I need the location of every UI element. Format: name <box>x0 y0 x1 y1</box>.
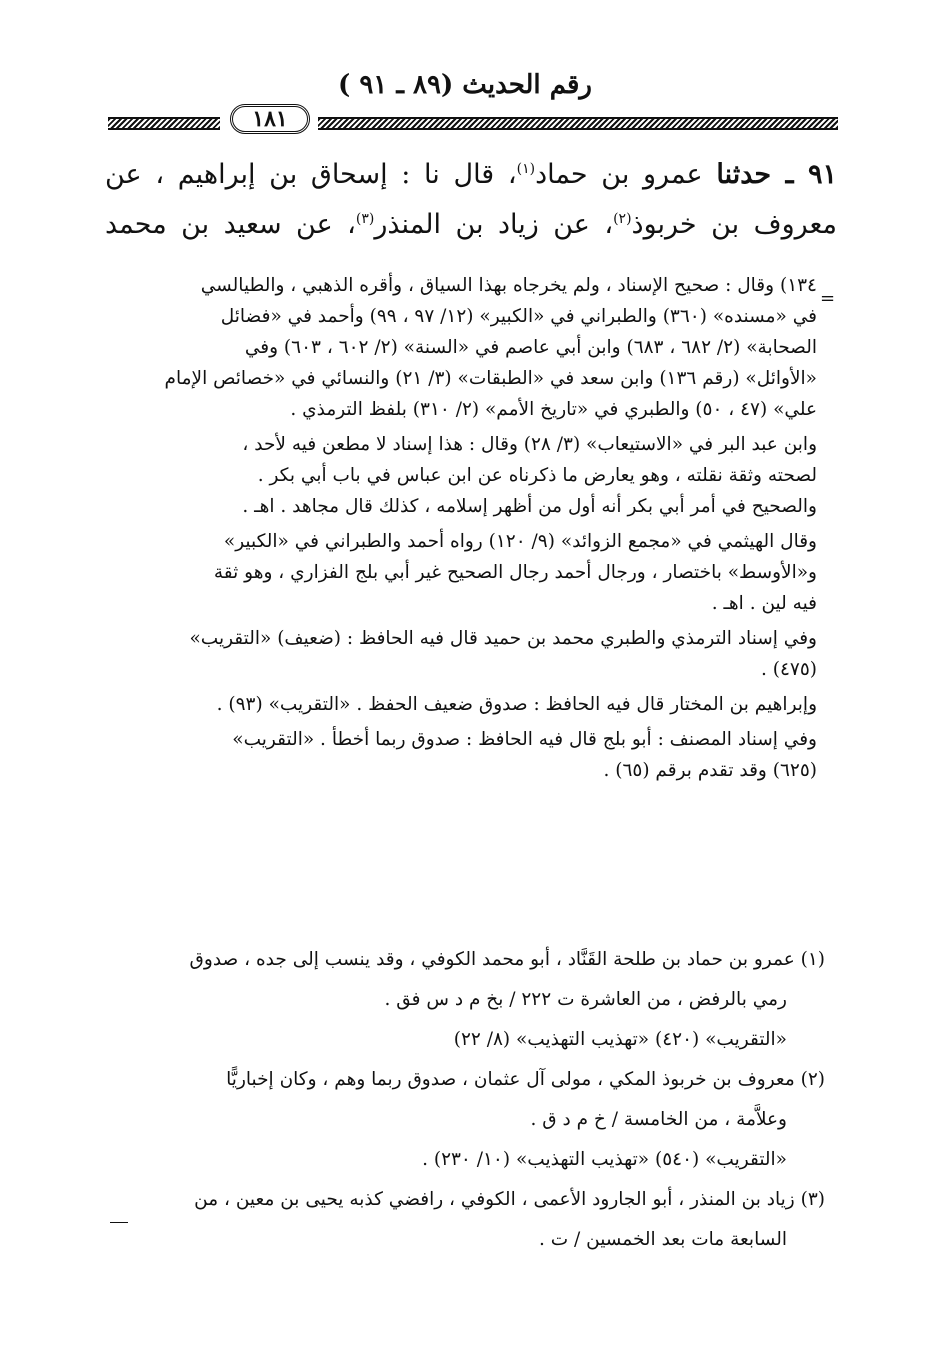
note-line: «الأوائل» (رقم ١٣٦) وابن سعد في «الطبقات» (٣/ ٢١) والنسائي في «خصائص الإمام <box>164 368 817 389</box>
footnote-ref-2: (٢) <box>613 211 632 227</box>
note-paragraph <box>105 689 817 720</box>
note-line: فيه لين . اهـ . <box>711 593 817 614</box>
page-number-badge: ١٨١ <box>230 104 310 134</box>
footnote-line: «التقريب» (٥٤٠) «تهذيب التهذيب» (١٠/ ٢٣٠) . <box>422 1149 787 1170</box>
note-line: لصحته وثقة نقلته ، وهو يعارض ما ذكرناه عن ابن عباس في باب أبي بكر . <box>257 465 817 486</box>
note-line: وإبراهيم بن المختار قال فيه الحافظ : صدوق ضعيف الحفظ . «التقريب» (٩٣) . <box>216 694 817 715</box>
hadith-number-lead: ٩١ ـ حدثنا <box>716 159 837 190</box>
footnote-line: (٣) زياد بن المنذر ، أبو الجارود الأعمى ، الكوفي ، رافضي كذبه يحيى بن معين ، من <box>194 1189 825 1210</box>
note-paragraph <box>105 526 817 619</box>
footnote-line: (١) عمرو بن حماد بن طلحة القَنَّاد ، أبو محمد الكوفي ، وقد ينسب إلى جده ، صدوق <box>189 949 825 970</box>
note-line: وقال الهيثمي في «مجمع الزوائد» (٩/ ١٢٠) رواه أحمد والطبراني في «الكبير» <box>223 531 817 552</box>
hadith-text-segment: عمرو بن حماد <box>535 159 717 190</box>
hadith-text-segment: ، عن سعيد بن محمد <box>105 209 356 240</box>
hadith-line-2 <box>105 200 837 250</box>
footnote-3 <box>100 1180 825 1260</box>
footnote-line: «التقريب» (٤٢٠) «تهذيب التهذيب» (٨/ ٢٢) <box>453 1029 787 1050</box>
note-line: و«الأوسط» باختصار ، ورجال أحمد رجال الصحيح غير أبي بلج الفزاري ، وهو ثقة <box>213 562 817 583</box>
end-dash <box>110 1222 128 1223</box>
continuation-mark: = <box>820 288 836 309</box>
hadith-text-segment: معروف بن خربوذ <box>631 209 837 240</box>
footnote-1 <box>100 940 825 1060</box>
note-line: وابن عبد البر في «الاستيعاب» (٣/ ٢٨) وقال : هذا إسناد لا مطعن فيه لأحد ، <box>242 434 817 455</box>
note-paragraph <box>105 623 817 685</box>
note-paragraph <box>105 270 817 425</box>
note-line: والصحيح في أمر أبي بكر أنه أول من أظهر إسلامه ، كذلك قال مجاهد . اهـ . <box>242 496 817 517</box>
note-paragraph <box>105 724 817 786</box>
hadith-text-segment: ، قال نا : إسحاق بن إبراهيم ، عن <box>105 159 517 190</box>
commentary-notes <box>105 270 817 790</box>
hadith-text-segment: ، عن زياد بن المنذر <box>374 209 614 240</box>
note-line: علي» (٤٧ ، ٥٠) والطبري في «تاريخ الأمم» (٢/ ٣١٠) بلفظ الترمذي . <box>290 399 817 420</box>
footnote-line: رمي بالرفض ، من العاشرة ت ٢٢٢ / بخ م د س فق . <box>384 989 787 1010</box>
footnote-ref-1: (١) <box>516 161 536 177</box>
note-line: وفي إسناد الترمذي والطبري محمد بن حميد قال فيه الحافظ : (ضعيف) «التقريب» <box>189 628 817 649</box>
note-line: في «مسنده» (٣٦٠) والطبراني في «الكبير» (١٢/ ٩٧ ، ٩٩) وأحمد في «فضائل <box>220 306 817 327</box>
hadith-line-1 <box>105 150 837 200</box>
footnote-ref-3: (٣) <box>355 211 375 227</box>
running-title: رقم الحديث (٨٩ ـ ٩١ ) <box>337 70 592 100</box>
header-rule-right <box>318 117 838 130</box>
hadith-text <box>105 150 837 250</box>
note-line: (٤٧٥) . <box>760 659 817 680</box>
note-line: الصحابة» (٢/ ٦٨٢ ، ٦٨٣) وابن أبي عاصم في «السنة» (٢/ ٦٠٢ ، ٦٠٣) وفي <box>244 337 817 358</box>
note-line: (٦٢٥) وقد تقدم برقم (٦٥) . <box>603 760 817 781</box>
note-line: ١٣٤) وقال : صحيح الإسناد ، ولم يخرجاه بهذا السياق ، وأقره الذهبي ، والطيالسي <box>200 275 817 296</box>
footnote-2 <box>100 1060 825 1180</box>
note-paragraph <box>105 429 817 522</box>
footnote-line: (٢) معروف بن خربوذ المكي ، مولى آل عثمان ، صدوق ربما وهم ، وكان إخباريًّا <box>226 1069 825 1090</box>
footnote-line: السابعة مات بعد الخمسين / ت . <box>538 1229 787 1250</box>
header-rule-left <box>108 117 220 130</box>
footnote-line: وعلاَّمة ، من الخامسة / خ م د ق . <box>530 1109 787 1130</box>
note-line: وفي إسناد المصنف : أبو بلج قال فيه الحافظ : صدوق ربما أخطأ . «التقريب» <box>232 729 817 750</box>
